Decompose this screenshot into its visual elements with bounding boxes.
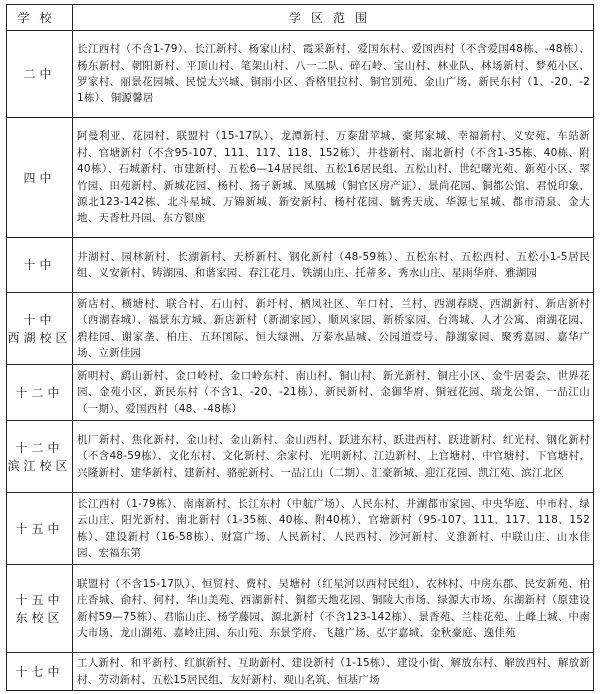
district-areas: 长江西村（不含1-79）、长江新村、杨家山村、霞采新村、爱国东村、爱国西村（不含爱国48栋、-48栋）、杨东新村、朝阳新村、平顶山村、笔架山村、八一二队、碎石岭、宝山村、林业队、林场新村、梦苑小区、罗家村、丽景花园城、民悦大兴城、铜雨小区、香格里拉村、铜官别苑、金山广场、新民东村（1、-20、-21栋）、铜源馨居: [73, 31, 594, 118]
table-row: [7, 293, 594, 365]
table-row: [7, 653, 594, 691]
district-areas: 机厂新村、焦化新村、金山村、金山新村、金山西村、跃进东村、跃进西村、跃进新村、红光村、钢化新村（不含48-59栋）、文化东村、文化新村、余家村、光明新村、江边新村、上官塘村、中官塘村、下官塘村、兴隆新村、建华新村、建新村、骆驼新村、一品江山（二期）、汇豪新城、迎江花园、凯江苑、滨江北区: [73, 421, 594, 493]
school-name: 十中 西湖校区: [7, 293, 73, 365]
table-row: [7, 421, 594, 493]
table-row: [7, 365, 594, 421]
district-areas: 长江西村（1-79栋）、南南新村、长江东村（中航广场）、人民东村、井湖都市家园、中央华庭、中市村、绿云山庄、阳光新村、南北新村（1-35栋、40栋、附40栋）、官塘新村（95-107、111、117、118、152栋）、建设新村（16-58栋）、财富广场、人民新村、人民西村、沙河新村、义淮新村、中联山庄、山水佳园、宏福东第: [73, 493, 594, 565]
area-column-header: 学区范围: [73, 5, 594, 31]
school-column-header: 学校: [7, 5, 73, 31]
district-areas: 联盟村（不含15-17队）、恒贸村、费村、吴塘村（红星河以西村民组）、农林村、中房东郡、民安新苑、柏庄香城、俞村、何村、华山美苑、西湖新村、铜都天地花园、铜陵大市场、绿源大市场、东湖新村（原建设新村59—75栋）、君临山庄、杨学藤园、源北新村（不含123-142栋）、景香苑、兰桂花苑、上峰上城、中南大市场、龙山湖苑、嘉岭庄园、东山苑、东景学府、飞越广场、弘宇嘉城、金秋豪庭、逸佳苑: [73, 565, 594, 653]
school-name: 二中: [7, 31, 73, 118]
school-name: 十中: [7, 238, 73, 293]
school-name: 十二中 滨江校区: [7, 421, 73, 493]
school-name: 十五中: [7, 493, 73, 565]
school-name: 十七中: [7, 653, 73, 691]
table-row: [7, 565, 594, 653]
school-name: 四中: [7, 118, 73, 238]
table-header-row: [7, 5, 594, 31]
table-row: [7, 238, 594, 293]
district-areas: 新店村、横塘村、联合村、石山村、新圩村、栖凤社区、车口村、兰村、西湖春晓、西湖新村、新店新村（西湖春城）、福景东方城、新店新村（新湖家园）、顺风家园、新桥家园、台湾城、人才公寓、南湖花园、碧桂园、谢家垄、柏庄、五环国际、恒大绿洲、万泰水晶城、公园道壹号、静湖家园、聚秀嘉园、嘉华广场、立新佳园: [73, 293, 594, 365]
table-row: [7, 118, 594, 238]
district-areas: 新明村、鹞山新村、金口岭村、金口岭东村、南山村、铜山村、新光新村、铜庄小区、金牛居委会、世界花园、金苑小区、新民东村（不含1、-20、-21栋）、新民新村、金御华府、铜冠花园、瑞龙公馆、一品江山（一期）、爱国西村（48、-48栋）: [73, 365, 594, 421]
district-areas: 工人新村、和平新村、红旗新村、互助新村、建设新村（1-15栋）、建设小街、解放东村、解放西村、解放新村、劳动新村、五松15居民组、友好新村、观山名筑、恒基广场: [73, 653, 594, 691]
table-row: [7, 31, 594, 118]
school-name: 十五中 东校区: [7, 565, 73, 653]
district-areas: 阿曼利亚、花园村、联盟村（15-17队）、龙潭新村、万泰甜苹城、豪邦家城、幸福新村、义安苑、车站新村、官塘新村（不含95-107、111、117、118、152栋）、井巷新村、南北新村（不含1-35栋、40栋、附40栋）、石城新村、市建新村、五松6—14居民组、五松16居民组、五松山村、世纪曙光苑、新苑小区、翠竹园、田苑新村、新城花园、杨村、扬子新城、凤凰城（铜官区房产证）、景尚花园、铜都公馆、君悦印象、源北123-142栋、北斗星城、万锦新城、新安新村、杨村花园、毓秀天成、华源七星城、都市清泉、金大地、天香杜丹园、东方银座: [73, 118, 594, 238]
table-row: [7, 493, 594, 565]
district-areas: 井湖村、园林新村、长湖新村、天桥新村、钢化新村（48-59栋）、五松东村、五松西村、五松小1-5居民组、义安新村、铸湖园、和谐家园、春江花月、铁湖山庄、托蒂多、秀水山庄、星雨华府、雅湖园: [73, 238, 594, 293]
school-name: 十二中: [7, 365, 73, 421]
school-district-table: [6, 4, 594, 691]
